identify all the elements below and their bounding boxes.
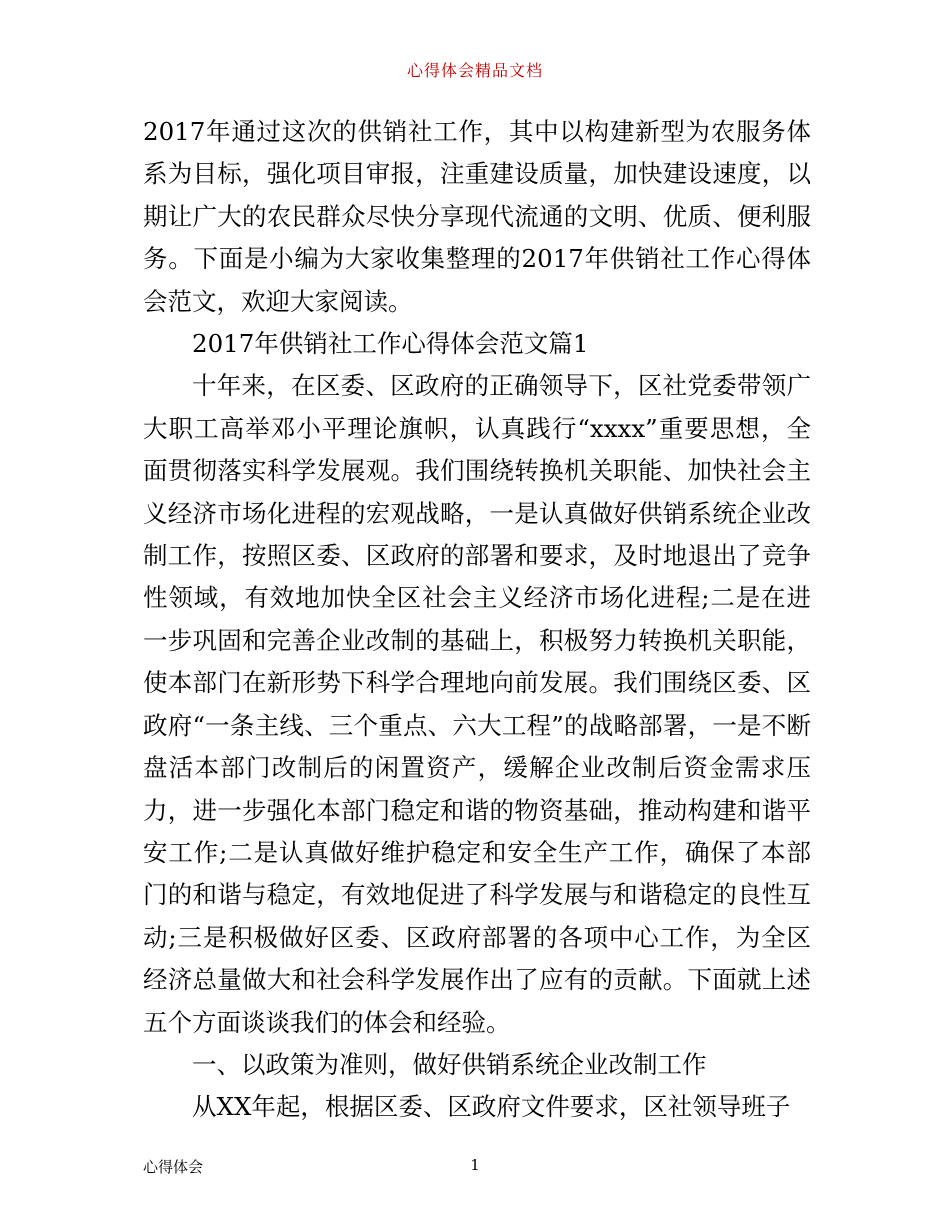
section-title: 2017年供销社工作心得体会范文篇1: [192, 329, 589, 359]
body-paragraph-2: 从XX年起，根据区委、区政府文件要求，区社领导班子: [192, 1092, 791, 1122]
subheading-1: 一、以政策为准则，做好供销系统企业改制工作: [192, 1049, 707, 1079]
page-header: 心得体会精品文档: [406, 61, 543, 80]
footer-label: 心得体会: [143, 1158, 204, 1176]
intro-paragraph: 2017年通过这次的供销社工作，其中以构建新型为农服务体系为目标，强化项目审报，注重建设质量，加快建设速度，以期让广大的农民群众尽快分享现代流通的文明、优质、便利服务。下面是小编为大家收集整理的2017年供销社工作心得体会范文，欢迎大家阅读。: [143, 117, 811, 316]
page-number: 1: [470, 1156, 480, 1174]
document-body: [143, 111, 811, 1129]
body-paragraph-1: 十年来，在区委、区政府的正确领导下，区社党委带领广大职工高举邓小平理论旗帜，认真践行“xxxx”重要思想，全面贯彻落实科学发展观。我们围绕转换机关职能、加快社会主义经济市场化进程的宏观战略，一是认真做好供销系统企业改制工作，按照区委、区政府的部署和要求，及时地退出了竞争性领域，有效地加快全区社会主义经济市场化进程;二是在进一步巩固和完善企业改制的基础上，积极努力转换机关职能，使本部门在新形势下科学合理地向前发展。我们围绕区委、区政府“一条主线、三个重点、六大工程”的战略部署，一是不断盘活本部门改制后的闲置资产，缓解企业改制后资金需求压力，进一步强化本部门稳定和谐的物资基础，推动构建和谐平安工作;二是认真做好维护稳定和安全生产工作，确保了本部门的和谐与稳定，有效地促进了科学发展与和谐稳定的良性互动;三是积极做好区委、区政府部署的各项中心工作，为全区经济总量做大和社会科学发展作出了应有的贡献。下面就上述五个方面谈谈我们的体会和经验。: [143, 371, 811, 1037]
